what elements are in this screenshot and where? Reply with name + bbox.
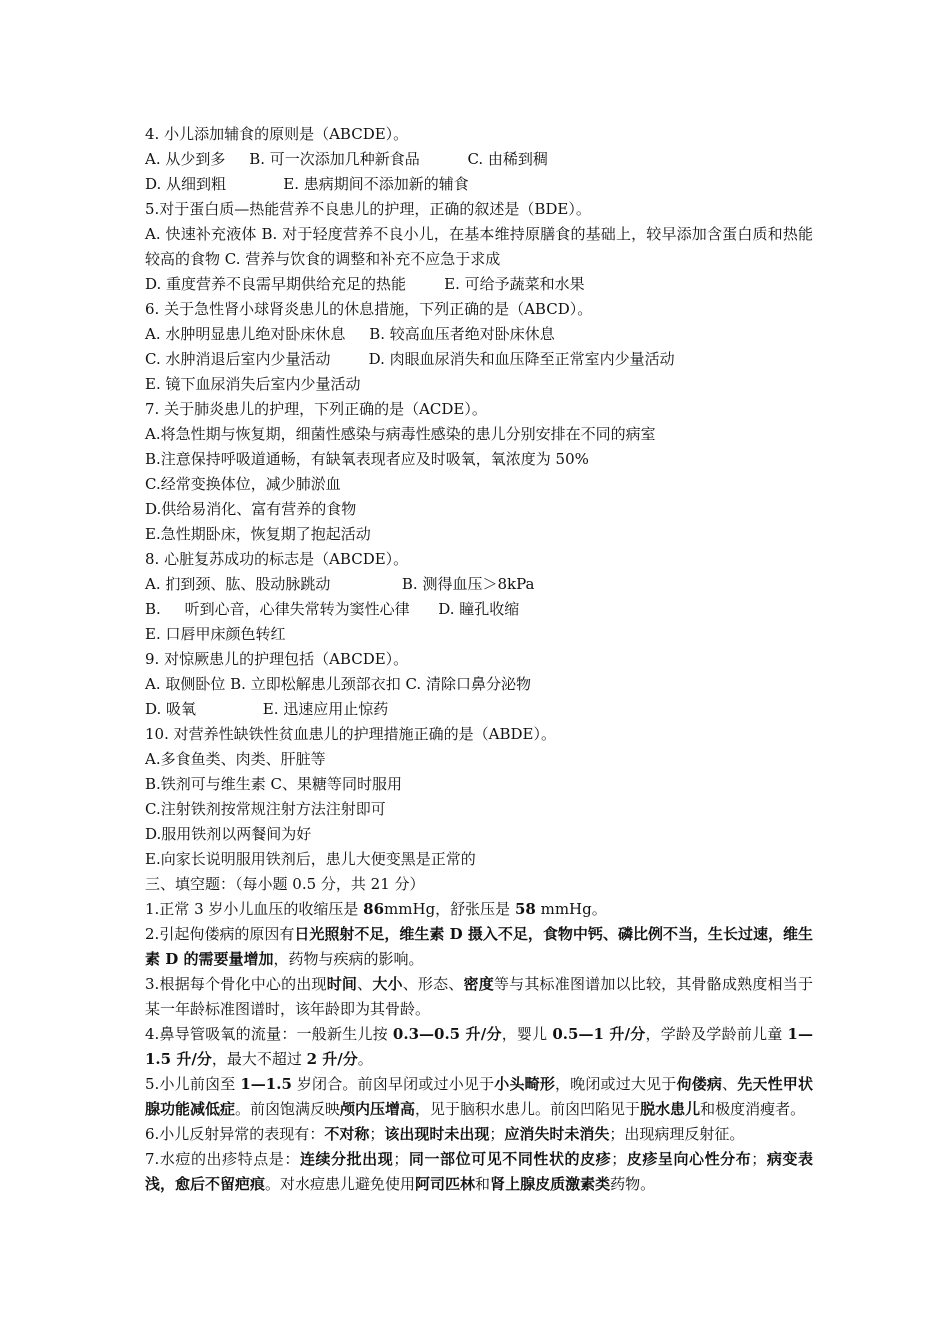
- question-text: 3.根据每个骨化中心的出现: [145, 975, 327, 993]
- answer-options: D. 重度营养不良需早期供给充足的热能 E. 可给予蔬菜和水果: [145, 275, 585, 293]
- question-text: ，学龄及学龄前儿童: [645, 1025, 788, 1043]
- answer-text: 58: [514, 900, 536, 918]
- answer-text: 大小: [372, 975, 403, 993]
- answer-text: 1—1.5 升/分: [145, 1025, 813, 1068]
- answer-options: E.急性期卧床，恢复期了抱起活动: [145, 525, 371, 543]
- answer-text: 小头畸形: [494, 1075, 555, 1093]
- question-stem: 9. 对惊厥患儿的护理包括（ABCDE）。: [145, 650, 409, 668]
- question-text: 等与其标准图谱加以比较，其骨骼成熟度相当于某一年龄标准图谱时，该年龄即为其骨龄。: [145, 975, 813, 1018]
- answer-text: 密度: [463, 975, 494, 993]
- answer-options: D. 吸氧 E. 迅速应用止惊药: [145, 700, 389, 718]
- answer-options: A. 快速补充液体 B. 对于轻度营养不良小儿，在基本维持原膳食的基础上，较早添加含蛋白质和热能较高的食物 C. 营养与饮食的调整和补充不应急于求成: [145, 225, 813, 268]
- question-text: ；: [751, 1150, 767, 1168]
- answer-options: B. 听到心音，心律失常转为窦性心律 D. 瞳孔收缩: [145, 600, 520, 618]
- question-text: 和: [475, 1175, 491, 1193]
- fill-blank-section: [145, 897, 813, 1197]
- question-text: 、: [357, 975, 373, 993]
- question-stem: 7. 关于肺炎患儿的护理，下列正确的是（ACDE）。: [145, 400, 487, 418]
- answer-text: 0.5—1 升/分: [552, 1025, 646, 1043]
- answer-text: 应消失时未消失: [504, 1125, 610, 1143]
- answer-options: B.注意保持呼吸道通畅，有缺氧表现者应及时吸氧，氧浓度为 50%: [145, 450, 589, 468]
- answer-text: 颅内压增高: [340, 1100, 416, 1118]
- answer-options: A. 水肿明显患儿绝对卧床休息 B. 较高血压者绝对卧床休息: [145, 325, 555, 343]
- fill-blank-item: [145, 1122, 813, 1147]
- document-page: [145, 122, 813, 1197]
- question-text: 2.引起佝偻病的原因有: [145, 925, 295, 943]
- answer-text: 该出现时未出现: [384, 1125, 490, 1143]
- question-text: ，晚闭或过大见于: [555, 1075, 677, 1093]
- answer-options: A.将急性期与恢复期，细菌性感染与病毒性感染的患儿分别安排在不同的病室: [145, 425, 656, 443]
- fill-blank-item: [145, 922, 813, 972]
- question-text: ，婴儿: [501, 1025, 553, 1043]
- answer-text: 86: [363, 900, 385, 918]
- answer-options: D. 从细到粗 E. 患病期间不添加新的辅食: [145, 175, 469, 193]
- question-text: 、: [722, 1075, 738, 1093]
- answer-text: 阿司匹林: [415, 1175, 476, 1193]
- answer-text: 日光照射不足，维生素 D 摄入不足，食物中钙、磷比例不当，生长过速，维生素 D 的需要量增加: [145, 925, 813, 968]
- question-text: ；出现病理反射征。: [609, 1125, 745, 1143]
- question-text: mmHg。: [535, 900, 607, 918]
- answer-options: D.供给易消化、富有营养的食物: [145, 500, 357, 518]
- question-text: 。: [357, 1050, 373, 1068]
- question-text: ；: [611, 1150, 627, 1168]
- question-text: 药物。: [610, 1175, 656, 1193]
- fill-blank-item: [145, 897, 813, 922]
- question-text: 。前囟饱满反映: [235, 1100, 341, 1118]
- answer-text: 先天性甲状腺功能减低症: [145, 1075, 813, 1118]
- fill-blank-item: [145, 1072, 813, 1122]
- question-text: 。对水痘患儿避免使用: [265, 1175, 416, 1193]
- answer-options: E. 镜下血尿消失后室内少量活动: [145, 375, 361, 393]
- answer-text: 同一部位可见不同性状的皮疹: [408, 1150, 612, 1168]
- answer-text: 0.3—0.5 升/分: [392, 1025, 502, 1043]
- answer-text: 佝偻病: [676, 1075, 723, 1093]
- answer-options: E.向家长说明服用铁剂后，患儿大便变黑是正常的: [145, 850, 476, 868]
- fill-blank-item: [145, 972, 813, 1022]
- question-stem: 5.对于蛋白质—热能营养不良患儿的护理，正确的叙述是（BDE）。: [145, 200, 591, 218]
- answer-options: E. 口唇甲床颜色转红: [145, 625, 286, 643]
- question-text: 5.小儿前囟至: [145, 1075, 241, 1093]
- answer-options: C.注射铁剂按常规注射方法注射即可: [145, 800, 386, 818]
- answer-options: A. 从少到多 B. 可一次添加几种新食品 C. 由稀到稠: [145, 150, 548, 168]
- fill-blank-item: [145, 1147, 813, 1197]
- answer-text: 肾上腺皮质激素类: [490, 1175, 611, 1193]
- answer-text: 皮疹呈向心性分布: [626, 1150, 752, 1168]
- question-text: ，见于脑积水患儿。前囟凹陷见于: [415, 1100, 641, 1118]
- answer-options: C.经常变换体位，减少肺淤血: [145, 475, 341, 493]
- fill-section-heading: 三、填空题：（每小题 0.5 分，共 21 分）: [145, 875, 425, 893]
- answer-text: 连续分批出现: [299, 1150, 394, 1168]
- answer-options: A.多食鱼类、肉类、肝脏等: [145, 750, 326, 768]
- multiple-choice-section: [145, 122, 813, 872]
- answer-options: B.铁剂可与维生素 C、果糖等同时服用: [145, 775, 403, 793]
- question-text: 1.正常 3 岁小儿血压的收缩压是: [145, 900, 364, 918]
- question-text: ，药物与疾病的影响。: [273, 950, 424, 968]
- answer-text: 脱水患儿: [640, 1100, 701, 1118]
- question-text: 、形态、: [402, 975, 464, 993]
- answer-options: D.服用铁剂以两餐间为好: [145, 825, 312, 843]
- question-text: ；: [489, 1125, 505, 1143]
- answer-text: 2 升/分: [306, 1050, 358, 1068]
- answer-text: 不对称: [324, 1125, 370, 1143]
- question-text: mmHg，舒张压是: [384, 900, 515, 918]
- question-text: ；: [369, 1125, 385, 1143]
- question-stem: 8. 心脏复苏成功的标志是（ABCDE）。: [145, 550, 409, 568]
- question-text: 7.水痘的出疹特点是：: [145, 1150, 300, 1168]
- fill-blank-item: [145, 1022, 813, 1072]
- question-text: ；: [393, 1150, 409, 1168]
- question-stem: 4. 小儿添加辅食的原则是（ABCDE）。: [145, 125, 409, 143]
- answer-text: 时间: [326, 975, 358, 993]
- question-stem: 6. 关于急性肾小球肾炎患儿的休息措施，下列正确的是（ABCD）。: [145, 300, 593, 318]
- answer-text: 病变表浅，愈后不留疤痕: [145, 1150, 813, 1193]
- question-text: 4.鼻导管吸氧的流量：一般新生儿按: [145, 1025, 393, 1043]
- question-text: 岁闭合。前囟早闭或过小见于: [291, 1075, 495, 1093]
- answer-text: 1—1.5: [240, 1075, 292, 1093]
- question-text: 6.小儿反射异常的表现有：: [145, 1125, 325, 1143]
- answer-options: A. 扪到颈、肱、股动脉跳动 B. 测得血压＞8kPa: [145, 575, 535, 593]
- question-stem: 10. 对营养性缺铁性贫血患儿的护理措施正确的是（ABDE）。: [145, 725, 556, 743]
- question-text: ，最大不超过: [211, 1050, 307, 1068]
- question-text: 和极度消瘦者。: [700, 1100, 806, 1118]
- answer-options: A. 取侧卧位 B. 立即松解患儿颈部衣扣 C. 清除口鼻分泌物: [145, 675, 531, 693]
- answer-options: C. 水肿消退后室内少量活动 D. 肉眼血尿消失和血压降至正常室内少量活动: [145, 350, 675, 368]
